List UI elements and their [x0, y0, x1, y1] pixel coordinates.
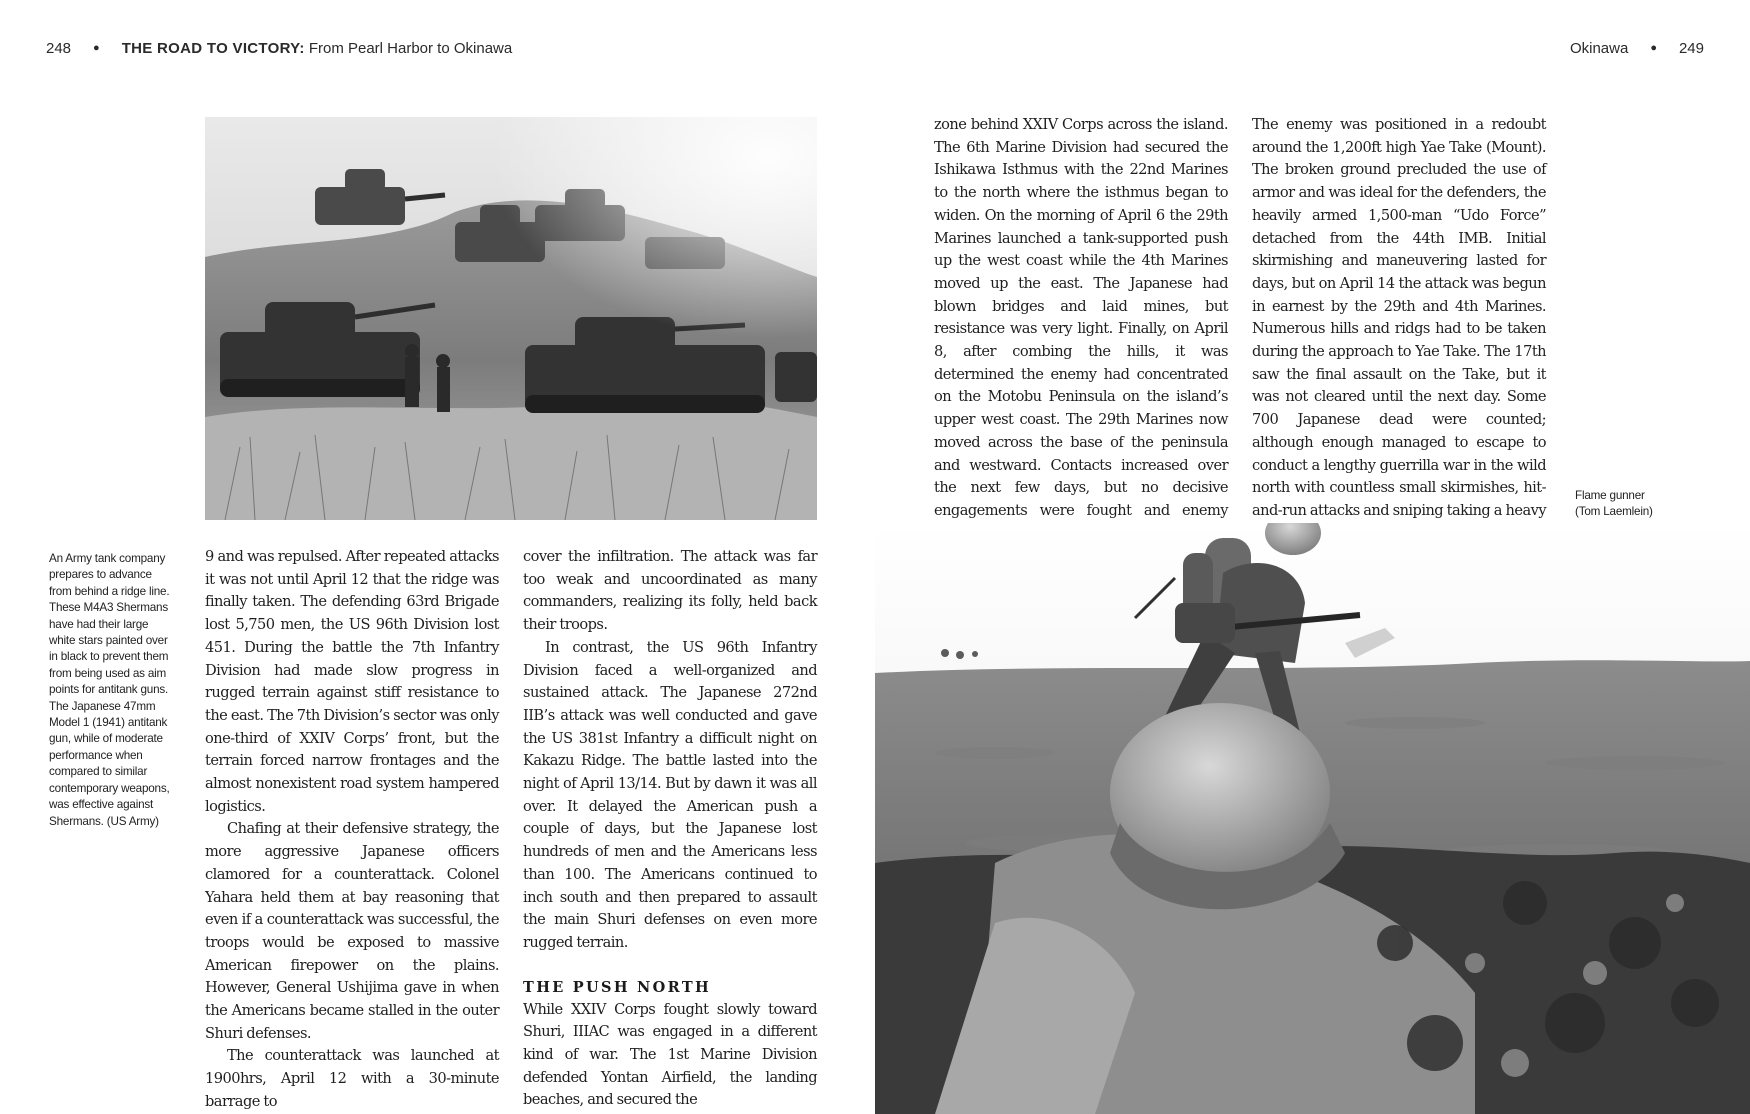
- left-page-column-1: [205, 546, 499, 1114]
- left-page-number: 248: [46, 40, 72, 57]
- body-paragraph: 9 and was repulsed. After repeated attacks it was not until April 12 that the ridge was finally taken. The defending 63rd Brigade lost 5,750 men, the US 96th Division lost 451. During the battle the 7th Infantry Division had made slow progress in rugged terrain against stiff resistance to the east. The 7th Division’s sector was only one-third of XXIV Corps’ front, but the terrain forced narrow frontages and the almost nonexistent road system hampered logistics.: [205, 548, 499, 815]
- tanks-photo-caption: An Army tank company prepares to advance from behind a ridge line. These M4A3 Shermans have had their large white stars painted over in black to prevent them from being used as aim points for antitank guns. The Japanese 47mm Model 1 (1941) antitank gun, while of moderate performance when compared to similar contemporary weapons, was effective against Shermans. (US Army): [49, 552, 170, 828]
- bullet-separator: ●: [93, 42, 100, 54]
- body-paragraph: cover the infiltration. The attack was far too weak and uncoordinated as many commanders, realizing its folly, held back their troops.: [523, 548, 817, 634]
- left-page-column-2: [523, 546, 817, 1112]
- right-page-number: 249: [1678, 40, 1704, 57]
- section-heading: THE PUSH NORTH: [523, 978, 712, 996]
- body-paragraph: zone behind XXIV Corps across the island. The 6th Marine Division had secured the Ishikawa Isthmus with the 22nd Marines to the north where the isthmus began to widen. On the morning of April 6 the 29th Marines launched a tank-supported push up the west coast while the 4th Marines moved up the east. The Japanese had blown bridges and laid mines, but resistance was very light. Finally, on April 8, after combing the hills, it was determined the enemy had concentrated on the Motobu Peninsula on the island’s upper west coast. The 29th Marines now moved across the base of the peninsula and westward. Contacts increased over the next few days, but no decisive engagements were fought and enemy: [934, 116, 1228, 519]
- body-paragraph: The counterattack was launched at 1900hrs, April 12 with a 30-minute barrage to: [205, 1047, 499, 1110]
- book-subtitle: From Pearl Harbor to Okinawa: [308, 40, 513, 57]
- flame-gunner-caption: [1575, 488, 1705, 521]
- body-paragraph: Chafing at their defensive strategy, the more aggressive Japanese officers clamored for a counterattack. Colonel Yahara held them at bay reasoning that even if a counterattack was successful, the troops would be exposed to massive American firepower on the plains. However, General Ushijima gave in when the Americans became stalled in the outer Shuri defenses.: [205, 820, 499, 1042]
- tanks-photo: [205, 117, 817, 520]
- body-paragraph: The enemy was positioned in a redoubt around the 1,200ft high Yae Take (Mount). The broken ground precluded the use of armor and was ideal for the defenders, the heavily armed 1,500-man “Udo Force” detached from the 44th IMB. Initial skirmishing and maneuvering lasted for days, but on April 14 the attack was begun in earnest by the 29th and 4th Marines. Numerous hills and ridgs had to be taken during the approach to Yae Take. The 17th saw the final assault on the Take, but it was not cleared until the next day. Some 700 Japanese dead were counted; although enough managed to escape to conduct a lengthy guerrilla war in the wild north with countless small skirmishes, hit-and-run attacks and sniping taking a heavy: [1252, 116, 1547, 519]
- right-page-column-2: [1252, 114, 1546, 545]
- bullet-separator: ●: [1650, 42, 1657, 54]
- caption-line: Flame gunner: [1575, 489, 1645, 502]
- right-page-column-1: [934, 114, 1228, 591]
- left-running-header: [46, 40, 512, 57]
- flame-gunner-photo: [875, 523, 1750, 1114]
- book-title: THE ROAD TO VICTORY:: [121, 40, 305, 57]
- caption-credit: (Tom Laemlein): [1575, 505, 1653, 519]
- body-paragraph: In contrast, the US 96th Infantry Division faced a well-organized and sustained attack. The Japanese 272nd IIB’s attack was well conducted and gave the US 381st Infantry a difficult night on Kakazu Ridge. The battle lasted into the night of April 13/14. But by dawn it was all over. It delayed the American push a couple of days, but the Japanese lost hundreds of men and the Americans less than 100. The Americans continued to inch south and then prepared to assault the main Shuri defenses on even more rugged terrain.: [523, 638, 817, 951]
- chapter-title: Okinawa: [1569, 40, 1629, 57]
- right-running-header: [1570, 40, 1704, 57]
- body-paragraph: While XXIV Corps fought slowly toward Shuri, IIIAC was engaged in a different kind of war. The 1st Marine Division defended Yontan Airfield, the landing beaches, and secured the: [523, 1000, 817, 1109]
